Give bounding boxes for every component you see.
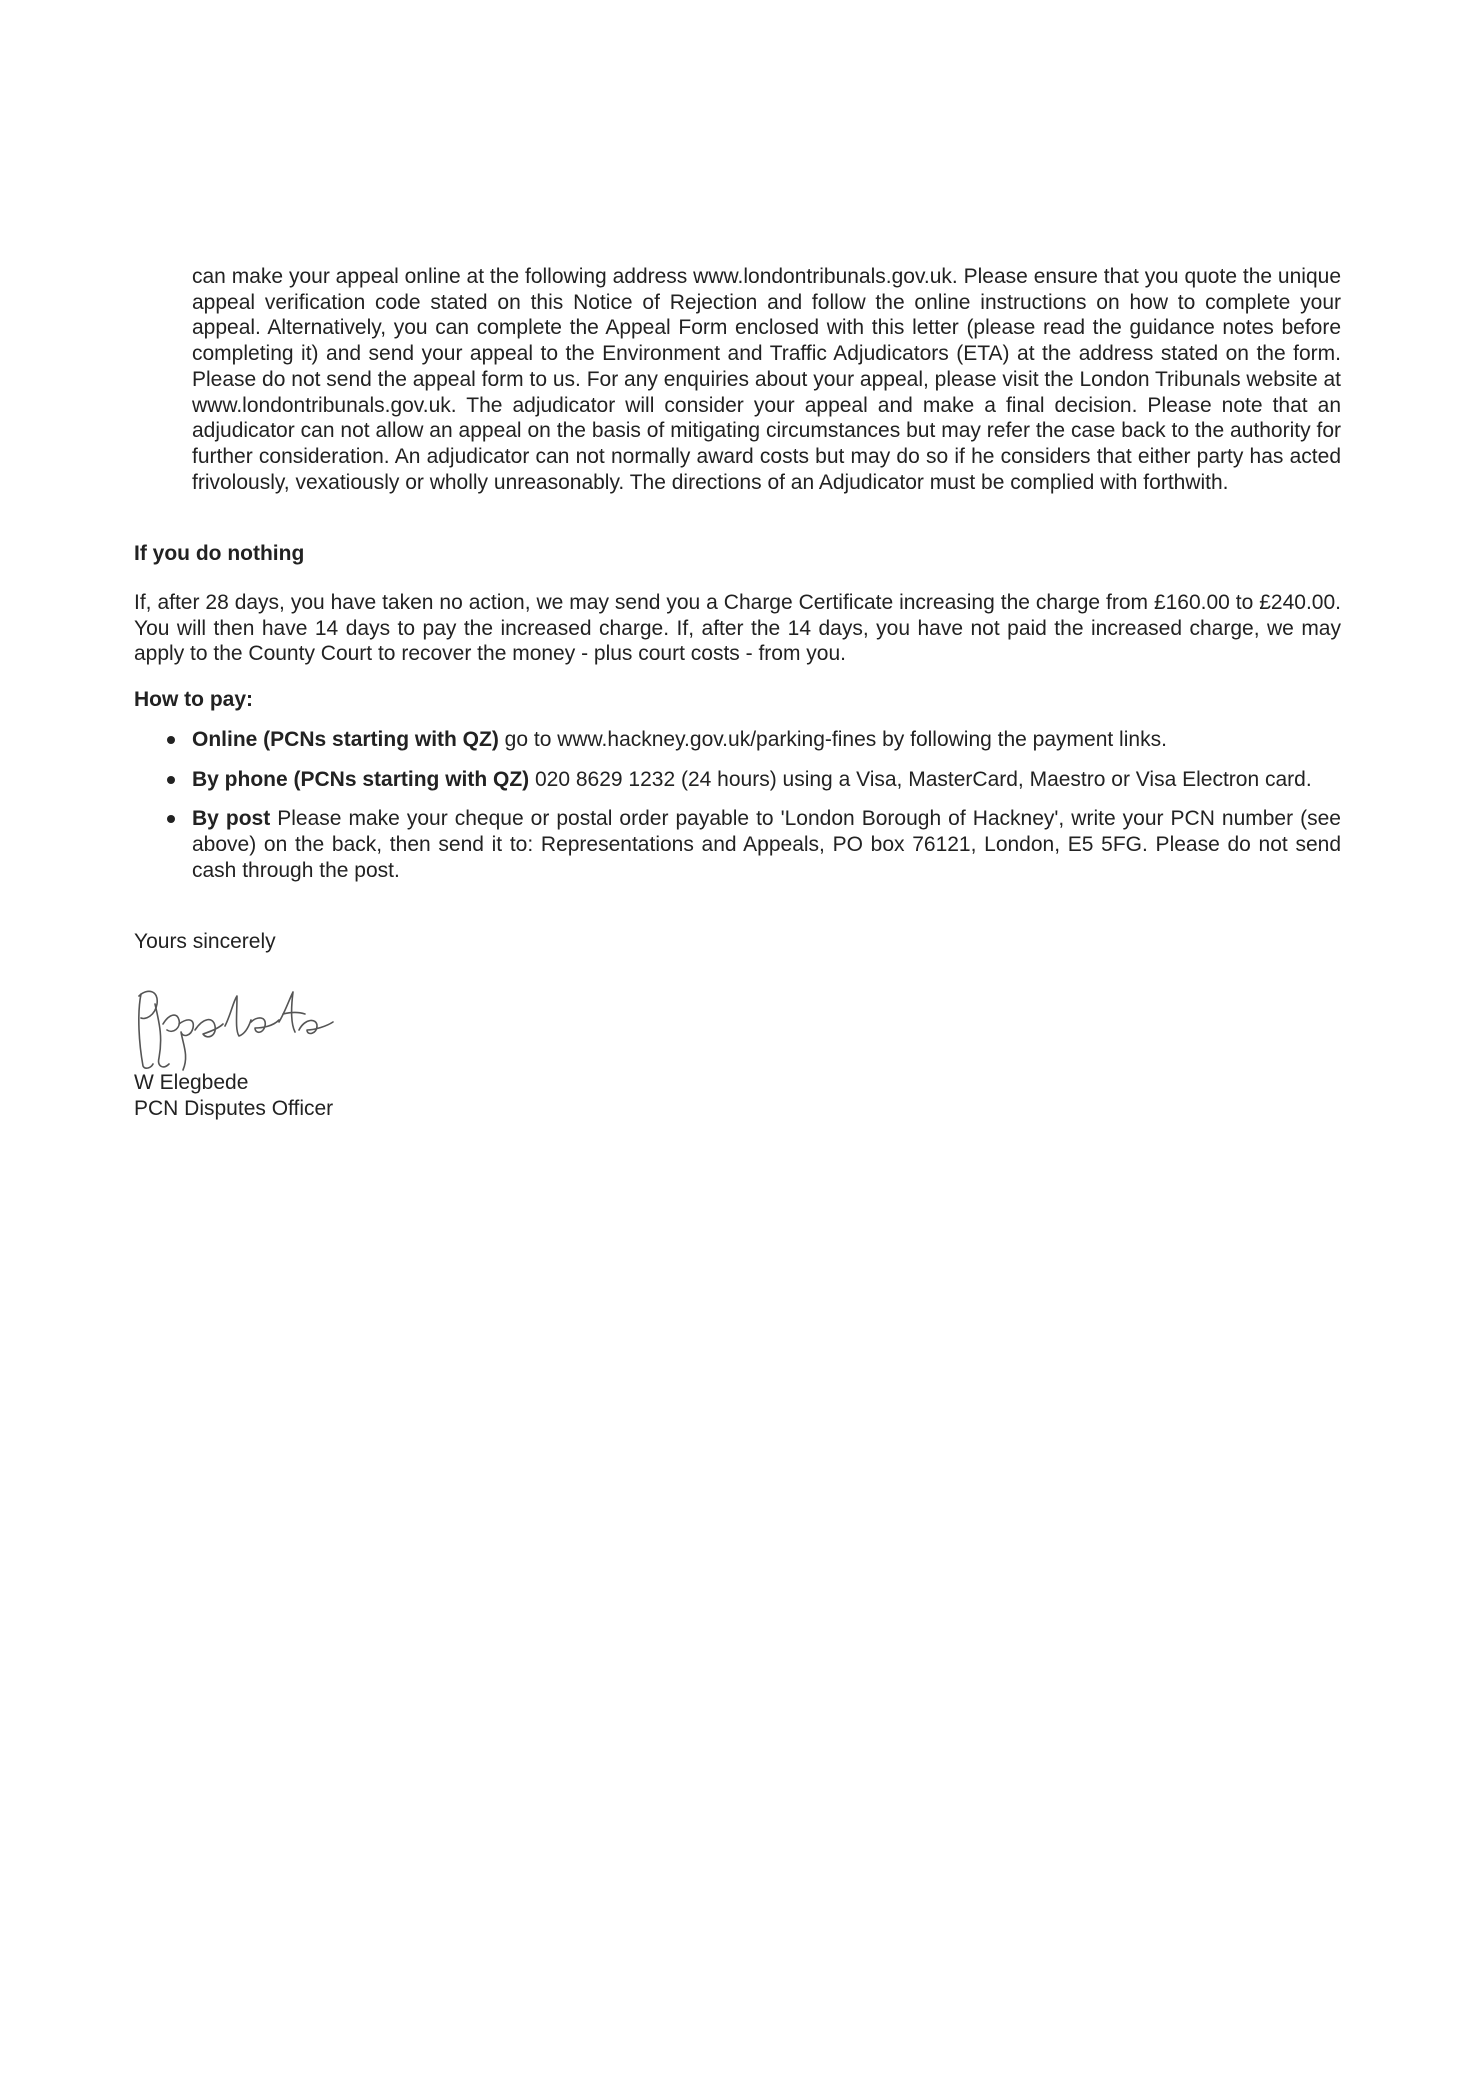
payment-method-post bbox=[134, 806, 1341, 883]
payment-method-label: Online (PCNs starting with QZ) bbox=[192, 728, 499, 751]
how-to-pay-heading: How to pay: bbox=[134, 688, 253, 711]
do-nothing-paragraph: If, after 28 days, you have taken no action, we may send you a Charge Certificate increasing the charge from £160.00 to £240.00. You will then have 14 days to pay the increased charge. If, after the 14 days, you have not paid the increased charge, we may apply to the County Court to recover the money - plus court costs - from you. bbox=[134, 591, 1341, 666]
payment-methods-list bbox=[134, 727, 1341, 898]
signer-name: W Elegbede bbox=[134, 1071, 249, 1094]
payment-method-phone bbox=[134, 767, 1341, 793]
payment-method-text: 020 8629 1232 (24 hours) using a Visa, MasterCard, Maestro or Visa Electron card. bbox=[529, 767, 1312, 791]
payment-method-text: Please make your cheque or postal order payable to 'London Borough of Hackney', write your PCN number (see above) on the back, then send it to: Representations and Appeals, PO box 76121, London, E5 5FG. Please do not send cash through the post. bbox=[192, 807, 1341, 882]
payment-method-label: By phone (PCNs starting with QZ) bbox=[192, 767, 530, 791]
payment-method-label: By post bbox=[192, 807, 271, 831]
closing-salutation: Yours sincerely bbox=[134, 930, 276, 953]
bullet-icon bbox=[167, 776, 175, 784]
signer-block bbox=[134, 1070, 333, 1122]
bullet-icon bbox=[167, 736, 175, 744]
signer-title: PCN Disputes Officer bbox=[134, 1097, 334, 1120]
handwritten-signature bbox=[133, 974, 337, 1074]
bullet-icon bbox=[167, 815, 175, 823]
appeal-paragraph: can make your appeal online at the following address www.londontribunals.gov.uk. Please ensure that you quote the unique appeal verification code stated on this Notice of Rejection and follow the online instructions on how to complete your appeal. Alternatively, you can complete the Appeal Form enclosed with this letter (please read the guidance notes before completing it) and send your appeal to the Environment and Traffic Adjudicators (ETA) at the address stated on the form. Please do not send the appeal form to us. For any enquiries about your appeal, please visit the London Tribunals website at www.londontribunals.gov.uk. The adjudicator will consider your appeal and make a final decision. Please note that an adjudicator can not allow an appeal on the basis of mitigating circumstances but may refer the case back to the authority for further consideration. An adjudicator can not normally award costs but may do so if he considers that either party has acted frivolously, vexatiously or wholly unreasonably. The directions of an Adjudicator must be complied with forthwith. bbox=[192, 265, 1341, 494]
do-nothing-heading: If you do nothing bbox=[134, 542, 305, 565]
payment-method-text: go to www.hackney.gov.uk/parking-fines by following the payment links. bbox=[498, 728, 1167, 751]
payment-method-online bbox=[134, 727, 1341, 753]
